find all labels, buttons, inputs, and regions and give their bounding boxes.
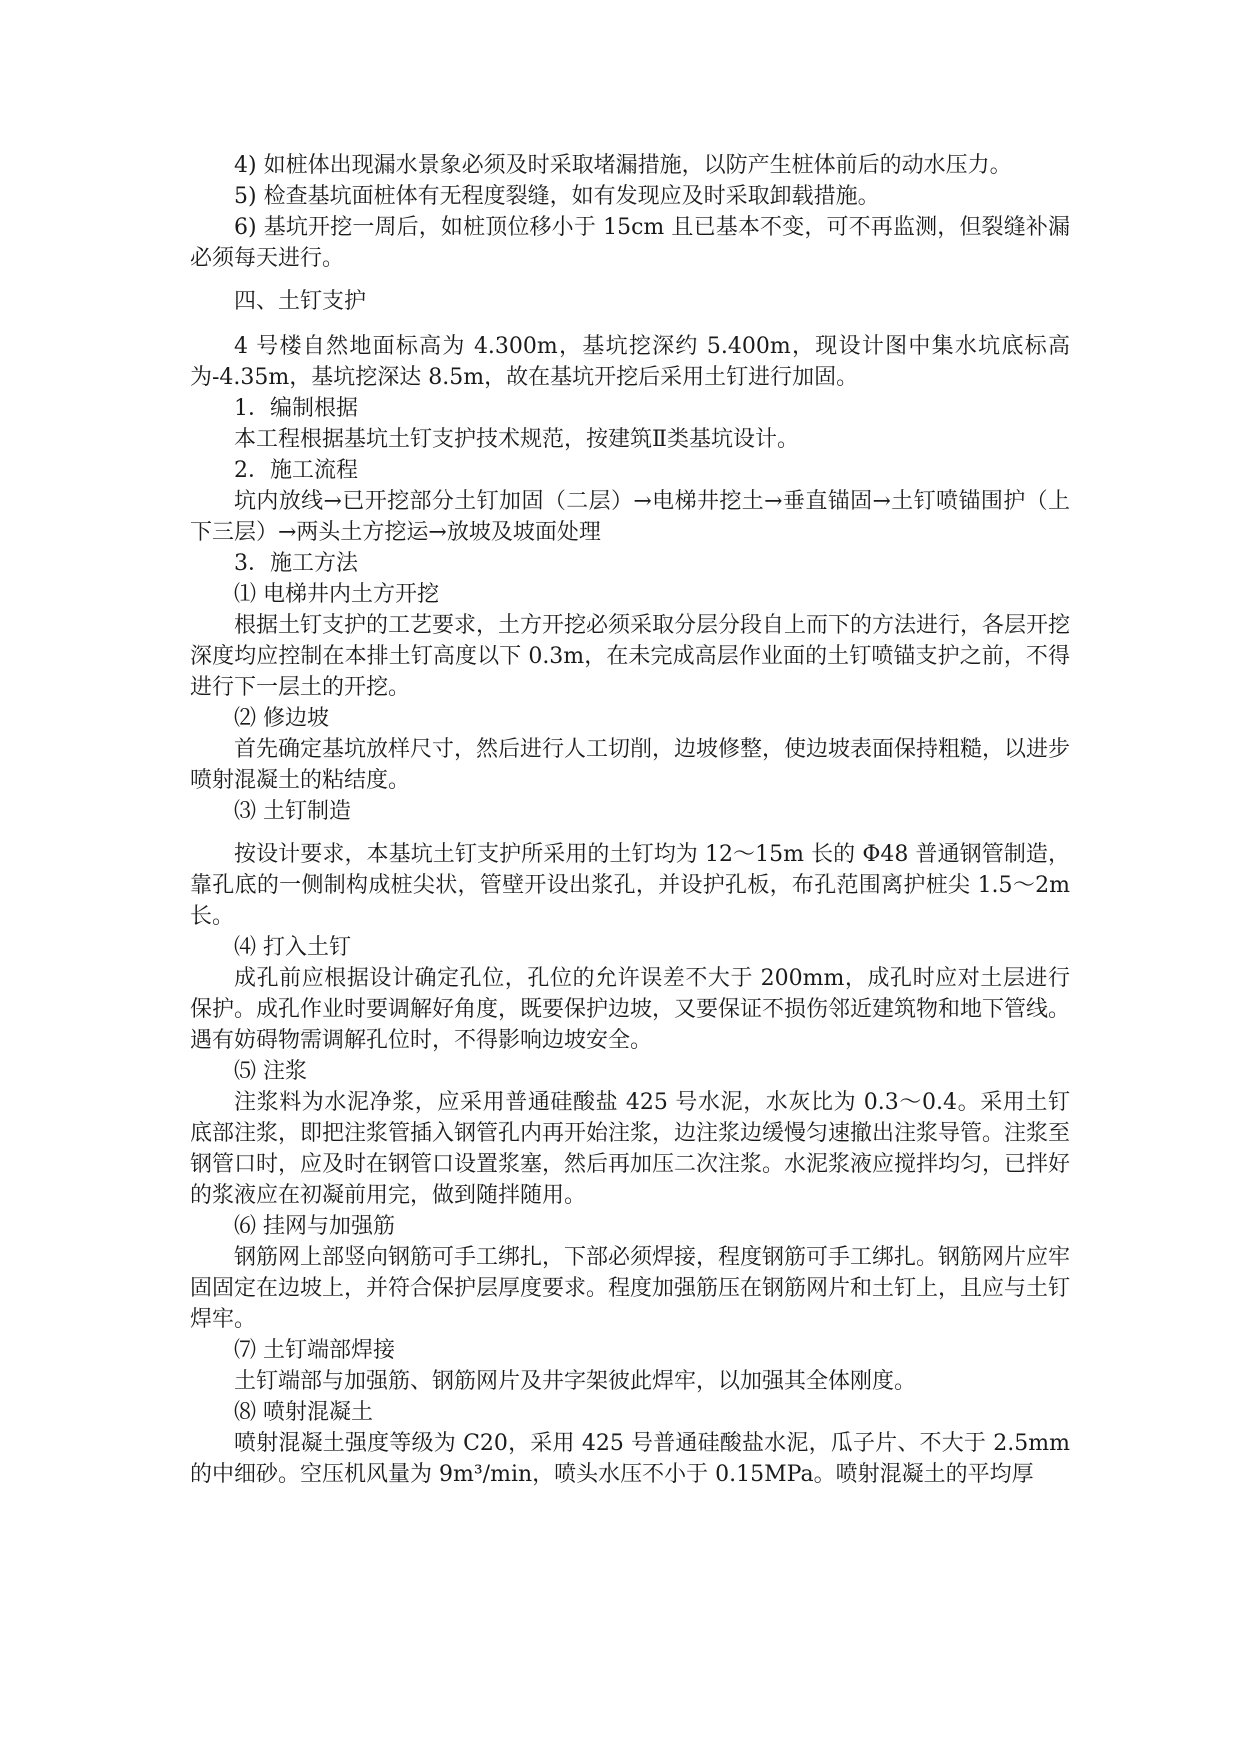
paragraph-basis: 本工程根据基坑土钉支护技术规范，按建筑Ⅱ类基坑设计。 [234, 427, 799, 452]
subheading-method: 3．施工方法 [234, 551, 358, 576]
section-heading-soil-nail-support: 四、土钉支护 [234, 289, 367, 314]
subheading-process: 2．施工流程 [234, 458, 358, 483]
paragraph-item-4: 4) 如桩体出现漏水景象必须及时采取堵漏措施，以防产生桩体前后的动水压力。 [234, 153, 1012, 178]
paragraph-mesh-reinforcement: 钢筋网上部竖向钢筋可手工绑扎，下部必须焊接，程度钢筋可手工绑扎。钢筋网片应牢固固定在边坡上，并符合保护层厚度要求。程度加强筋压在钢筋网片和土钉上，且应与土钉焊牢。 [190, 1245, 1071, 1332]
paragraph-end-welding: 土钉端部与加强筋、钢筋网片及井字架彼此焊牢，以加强其全体刚度。 [234, 1369, 917, 1394]
paragraph-building-4-intro: 4 号楼自然地面标高为 4.300m，基坑挖深约 5.400m，现设计图中集水坑底标高为-4.35m，基坑挖深达 8.5m，故在基坑开挖后采用土钉进行加固。 [190, 334, 1070, 390]
paragraph-shotcrete: 喷射混凝土强度等级为 C20，采用 425 号普通硅酸盐水泥，瓜子片、不大于 2.5mm 的中细砂。空压机风量为 9m³/min，喷头水压不小于 0.15MPa。喷射混凝土的平均厚 [190, 1431, 1070, 1487]
item-end-welding: ⑺ 土钉端部焊接 [234, 1338, 395, 1363]
item-elevator-excavation: ⑴ 电梯井内土方开挖 [234, 582, 439, 607]
paragraph-drive-nails: 成孔前应根据设计确定孔位，孔位的允许误差不大于 200mm，成孔时应对土层进行保护。成孔作业时要调解好角度，既要保护边坡，又要保证不损伤邻近建筑物和地下管线。遇有妨碍物需调解孔位时，不得影响边坡安全。 [190, 966, 1071, 1053]
item-mesh-reinforcement: ⑹ 挂网与加强筋 [234, 1214, 395, 1239]
item-nail-fabrication: ⑶ 土钉制造 [234, 799, 351, 824]
paragraph-elevator-excavation: 根据土钉支护的工艺要求，土方开挖必须采取分层分段自上而下的方法进行，各层开挖深度均应控制在本排土钉高度以下 0.3m，在未完成高层作业面的土钉喷锚支护之前，不得进行下一层土的开挖。 [190, 613, 1071, 700]
document-page [190, 150, 1070, 1490]
paragraph-process: 坑内放线→已开挖部分土钉加固（二层）→电梯井挖土→垂直锚固→土钉喷锚围护（上下三层）→两头土方挖运→放坡及坡面处理 [190, 489, 1070, 545]
paragraph-nail-fabrication: 按设计要求，本基坑土钉支护所采用的土钉均为 12～15m 长的 Φ48 普通钢管制造，靠孔底的一侧制构成桩尖状，管壁开设出浆孔，并设护孔板，布孔范围离护桩尖 1.5～2m 长。 [190, 842, 1070, 929]
paragraph-slope-trim: 首先确定基坑放样尺寸，然后进行人工切削，边坡修整，使边坡表面保持粗糙，以进步喷射混凝土的粘结度。 [190, 737, 1071, 793]
paragraph-grouting: 注浆料为水泥净浆，应采用普通硅酸盐 425 号水泥，水灰比为 0.3～0.4。采用土钉底部注浆，即把注浆管插入钢管孔内再开始注浆，边注浆边缓慢匀速撤出注浆导管。注浆至钢管口时，应及时在钢管口设置浆塞，然后再加压二次注浆。水泥浆液应搅拌均匀，已拌好的浆液应在初凝前用完，做到随拌随用。 [190, 1090, 1071, 1208]
subheading-basis: 1．编制根据 [234, 396, 358, 421]
paragraph-item-5: 5) 检查基坑面桩体有无程度裂缝，如有发现应及时采取卸载措施。 [234, 184, 880, 209]
item-grouting: ⑸ 注浆 [234, 1059, 307, 1084]
item-slope-trim: ⑵ 修边坡 [234, 706, 329, 731]
item-drive-nails: ⑷ 打入土钉 [234, 935, 351, 960]
item-shotcrete: ⑻ 喷射混凝土 [234, 1400, 373, 1425]
paragraph-item-6: 6) 基坑开挖一周后，如桩顶位移小于 15cm 且已基本不变，可不再监测，但裂缝补漏必须每天进行。 [190, 215, 1070, 271]
